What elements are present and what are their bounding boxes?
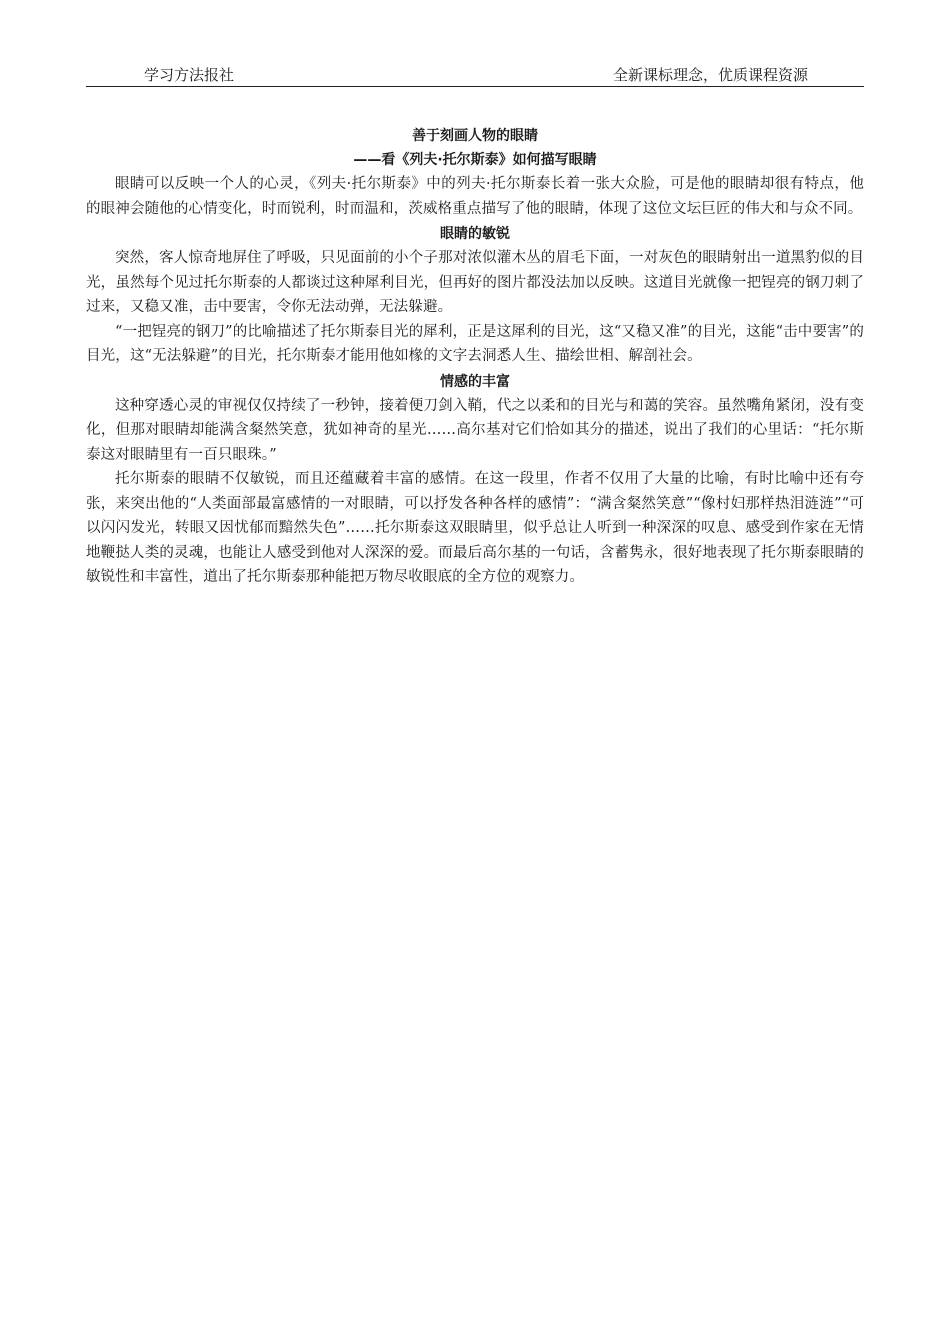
paragraph: “一把锃亮的钢刀”的比喻描述了托尔斯泰目光的犀利，正是这犀利的目光，这“又稳又准”的目光，这能“击中要害”的目光，这“无法躲避”的目光，托尔斯泰才能用他如椽的文字去洞悉人生、描绘世相、解剖社会。	[86, 323, 864, 364]
article-body	[86, 124, 864, 590]
page-header	[86, 66, 864, 87]
intro-paragraph: 眼睛可以反映一个人的心灵，《列夫·托尔斯泰》中的列夫·托尔斯泰长着一张大众脸，可是他的眼睛却很有特点，他的眼神会随他的心情变化，时而锐利，时而温和，茨威格重点描写了他的眼睛，体现了这位文坛巨匠的伟大和与众不同。	[86, 176, 864, 217]
paragraph: 这种穿透心灵的审视仅仅持续了一秒钟，接着便刀剑入鞘，代之以柔和的目光与和蔼的笑容。虽然嘴角紧闭，没有变化，但那对眼睛却能满含粲然笑意，犹如神奇的星光……高尔基对它们恰如其分的描述，说出了我们的心里话：“托尔斯泰这对眼睛里有一百只眼珠。”	[86, 397, 864, 463]
paragraph: 托尔斯泰的眼睛不仅敏锐，而且还蕴藏着丰富的感情。在这一段里，作者不仅用了大量的比喻，有时比喻中还有夸张，来突出他的“人类面部最富感情的一对眼睛，可以抒发各种各样的感情”：“满含粲然笑意”“像村妇那样热泪涟涟”“可以闪闪发光，转眼又因忧郁而黯然失色”……托尔斯泰这双眼睛里，似乎总让人听到一种深深的叹息、感受到作家在无情地鞭挞人类的灵魂，也能让人感受到他对人深深的爱。而最后高尔基的一句话，含蓄隽永，很好地表现了托尔斯泰眼睛的敏锐性和丰富性，道出了托尔斯泰那种能把万物尽收眼底的全方位的观察力。	[86, 471, 864, 585]
article-subtitle: ——看《列夫·托尔斯泰》如何描写眼睛	[353, 152, 597, 168]
header-publisher: 学习方法报社	[144, 66, 235, 84]
section-heading-emotion: 情感的丰富	[440, 373, 510, 390]
header-slogan: 全新课标理念，优质课程资源	[612, 66, 808, 84]
section-heading-sharpness: 眼睛的敏锐	[440, 226, 510, 242]
article-title: 善于刻画人物的眼睛	[412, 128, 538, 144]
paragraph: 突然，客人惊奇地屏住了呼吸，只见面前的小个子那对浓似灌木丛的眉毛下面，一对灰色的眼睛射出一道黑豹似的目光，虽然每个见过托尔斯泰的人都谈过这种犀利目光，但再好的图片都没法加以反映。这道目光就像一把锃亮的钢刀刺了过来，又稳又准，击中要害，令你无法动弹，无法躲避。	[86, 250, 864, 315]
